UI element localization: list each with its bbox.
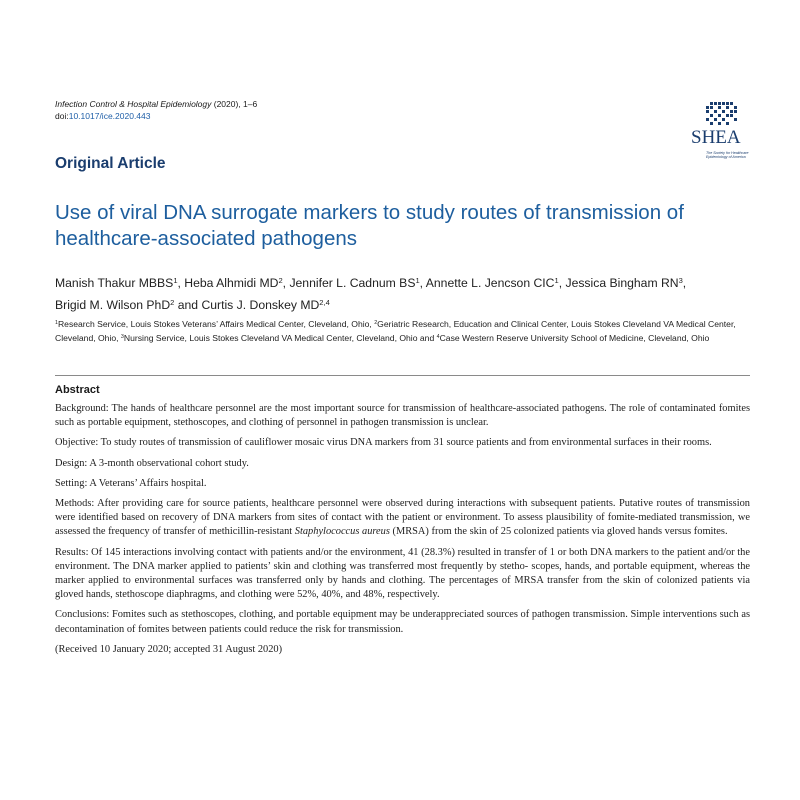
methods-text-end: (MRSA) from the skin of 25 colonized patients via gloved hands versus fomites. [389,526,728,538]
abstract-setting: Setting: A Veterans’ Affairs hospital. [55,477,207,489]
author-name: Jennifer L. Cadnum BS [289,276,416,290]
doi-line [55,111,257,123]
author-affiliation-number: 3 [678,275,683,285]
abstract-design: Design: A 3-month observational cohort study. [55,457,249,469]
author-separator: , [558,276,566,290]
methods-text: Methods: After providing care for source patients, healthcare personnel were observed during interactions with subsequent patients. Putative routes of transmission were identified based on recovery of DNA markers from sites of contact with the patient or environment. To assess plausibility of fomite-mediated transmission, we assessed the frequency of transfer of methicillin-resistant [55,498,750,538]
author-affiliation-number: 1 [415,275,420,285]
affiliation-text: Nursing Service, Louis Stokes Cleveland VA Medical Center, Cleveland, Ohio and [123,332,437,343]
logo-subtitle-line1: The Society for Healthcare [706,151,749,155]
abstract-body [55,402,750,663]
affiliation-text: Case Western Reserve University School of Medicine, Cleveland, Ohio [439,332,710,343]
abstract-background: Background: The hands of healthcare personnel are the most important source for transmission of healthcare-associated pathogens. The role of contaminated fomites such as portable equipment, stethoscopes, and clothing of personnel in pathogen transmission is unclear. [55,403,750,429]
author-affiliation-number: 2 [170,297,175,307]
author-name: Annette L. Jencson CIC [425,276,555,290]
author-separator: , [419,276,426,290]
abstract-heading: Abstract [55,384,100,396]
affiliation-number: 3 [120,333,124,340]
shea-logo [688,100,758,162]
received-dates: (Received 10 January 2020; accepted 31 August 2020) [55,643,283,655]
author-name: Jessica Bingham RN [565,276,679,290]
abstract-objective: Objective: To study routes of transmission of cauliflower mosaic virus DNA markers from 31 source patients and from environmental surfaces in their rooms. [55,437,712,449]
author-name: Manish Thakur MBBS [55,276,174,290]
author-name: Brigid M. Wilson PhD [55,298,171,312]
doi-label: doi: [55,110,69,121]
abstract-methods [55,497,750,540]
abstract-conclusions: Conclusions: Fomites such as stethoscopes, clothing, and portable equipment may be underappreciated sources of pathogen transmission. Simple interventions such as decontamination of fomites between patients could reduce the risk for transmission. [55,609,750,635]
author-list [55,272,755,316]
section-divider [55,375,750,376]
affiliation-text: Geriatric Research, Education and Clinical Center, Louis Stokes Cleveland VA Medical Center, Cleveland, Ohio, [55,319,736,343]
shea-logo-mark [688,100,758,152]
article-title: Use of viral DNA surrogate markers to study routes of transmission of healthcare-associated pathogens [55,201,684,250]
journal-citation [55,99,257,111]
author-separator: , [682,276,687,290]
author-name: Heba Alhmidi MD [184,276,279,290]
logo-subtitle-line2: Epidemiology of America [706,155,746,160]
author-separator: , [177,276,185,290]
affiliation-number: 1 [55,320,58,327]
author-name: Curtis J. Donskey MD [201,298,320,312]
author-separator: , [282,276,290,290]
author-separator: and [174,298,202,312]
logo-subtitle [706,151,749,159]
affiliations [55,318,755,345]
affiliation-text: Research Service, Louis Stokes Veterans’ Affairs Medical Center, Cleveland, Ohio, [57,319,375,329]
journal-year-pages: (2020), 1–6 [211,99,258,109]
article-type: Original Article [55,155,166,172]
author-affiliation-number: 1 [554,275,559,285]
journal-header [55,99,257,122]
doi-link[interactable]: 10.1017/ice.2020.443 [68,110,151,121]
abstract-results: Results: Of 145 interactions involving contact with patients and/or the environment, 41 (28.3%) resulted in transfer of 1 or both DNA markers to the patient and/or the environment. The DNA marker applied to patients’ skin and clothing was transferred most frequently by stetho- scopes, hands, and portable equipment, whereas the marker applied to environmental surfaces was transferred only by hands and clothing. The percentages of MRSA transfer from the skin of colonized patients via gloved hands, stethoscope diaphragms, and clothing were 52%, 40%, and 48%, respectively. [55,546,750,601]
affiliation-number: 2 [374,320,378,327]
author-affiliation-number: 2 [278,275,283,285]
methods-organism: Staphylococcus aureus [294,526,390,538]
journal-name: Infection Control & Hospital Epidemiology [55,99,212,109]
author-affiliation-number: 1 [173,275,178,285]
author-affiliation-number: 2,4 [319,297,330,307]
affiliation-number: 4 [436,333,440,340]
logo-wordmark: SHEA [691,127,741,148]
